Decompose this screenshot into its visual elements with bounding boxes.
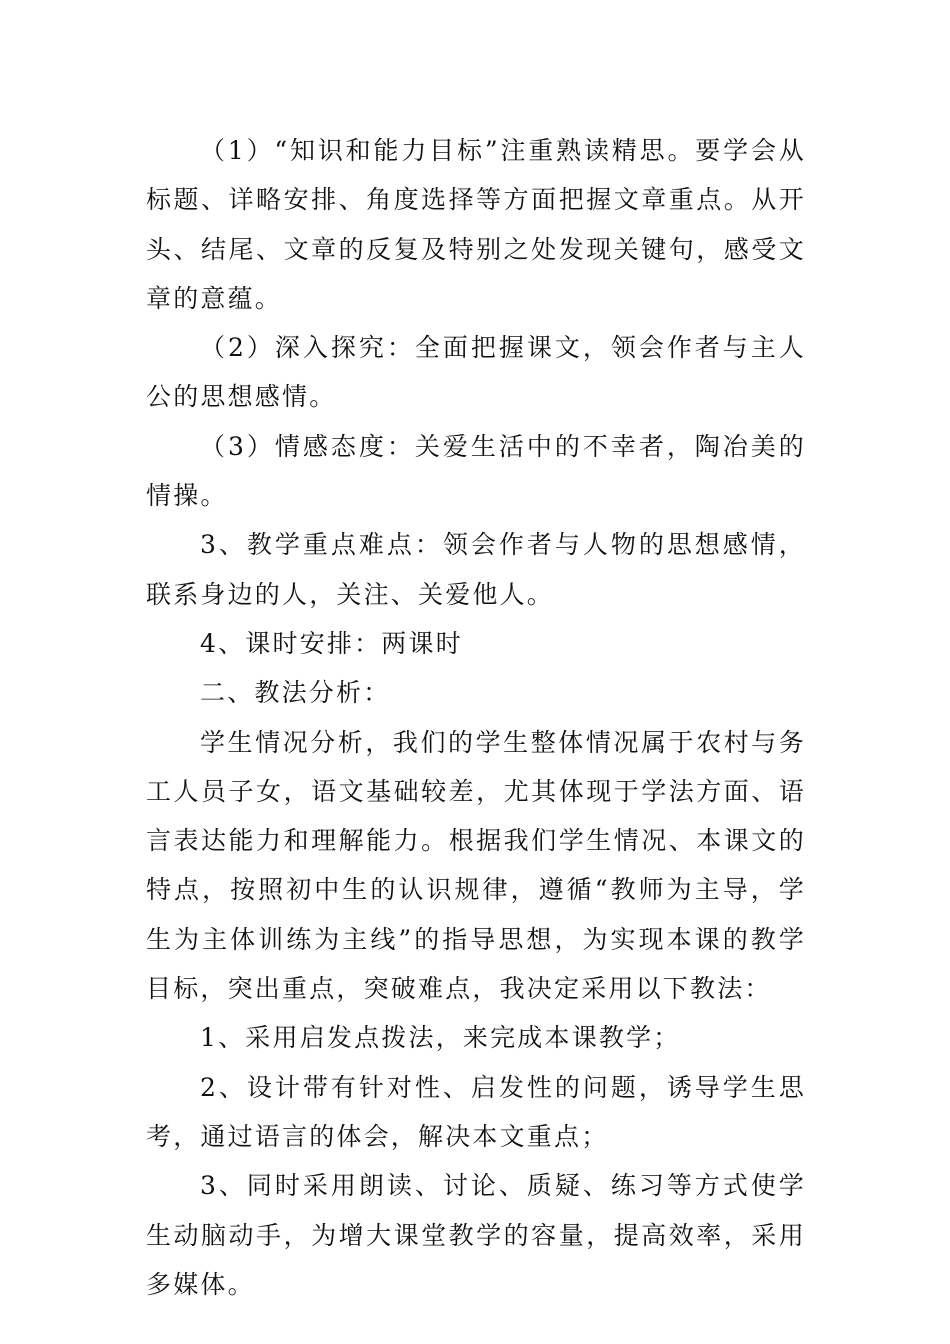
paragraph-class-hours: 4、课时安排：两课时	[200, 628, 463, 658]
paragraph-method-2: 2、设计带有针对性、启发性的问题，诱导学生思考，通过语言的体会，解决本文重点；	[146, 1072, 806, 1151]
paragraph-deep-inquiry: （2）深入探究：全面把握课文，领会作者与主人公的思想感情。	[146, 333, 806, 412]
paragraph-emotional-attitude: （3）情感态度：关爱生活中的不幸者，陶冶美的情操。	[146, 431, 806, 511]
document-body	[146, 126, 806, 1309]
paragraph-key-difficulties: 3、教学重点难点：领会作者与人物的思想感情，联系身边的人，关注、关爱他人。	[146, 530, 806, 609]
paragraph-method-3: 3、同时采用朗读、讨论、质疑、练习等方式使学生动脑动手，为增大课堂教学的容量，提高效率，采用多媒体。	[146, 1171, 806, 1299]
paragraph-knowledge-goal: （1）“知识和能力目标”注重熟读精思。要学会从标题、详略安排、角度选择等方面把握文章重点。从开头、结尾、文章的反复及特别之处发现关键句，感受文章的意蕴。	[146, 136, 806, 313]
paragraph-student-analysis: 学生情况分析，我们的学生整体情况属于农村与务工人员子女，语文基础较差，尤其体现于学法方面、语言表达能力和理解能力。根据我们学生情况、本课文的特点，按照初中生的认识规律，遵循“教师为主导，学生为主体训练为主线”的指导思想，为实现本课的教学目标，突出重点，突破难点，我决定采用以下教法：	[146, 727, 806, 1004]
section-heading-teaching-method: 二、教法分析：	[200, 678, 391, 708]
paragraph-method-1: 1、采用启发点拨法，来完成本课教学；	[200, 1023, 681, 1053]
